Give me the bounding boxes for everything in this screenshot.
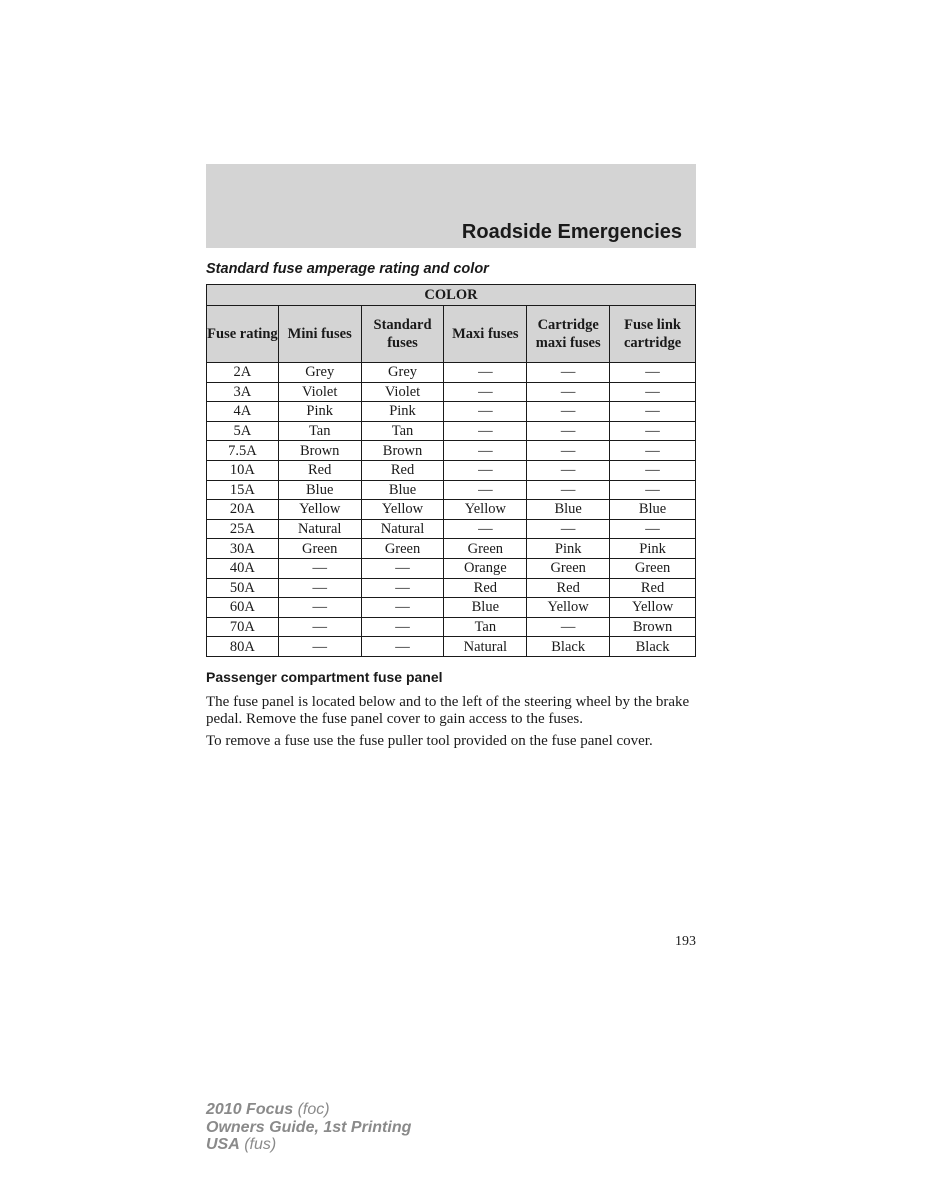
fuse-color-cell: —	[527, 382, 610, 402]
fuse-color-cell: Green	[444, 539, 527, 559]
footer-model: 2010 Focus	[206, 1101, 294, 1118]
fuse-color-cell: Brown	[610, 617, 696, 637]
fuse-color-cell: Brown	[278, 441, 361, 461]
table-row	[207, 578, 696, 598]
fuse-color-cell: Red	[278, 460, 361, 480]
fuse-color-cell: —	[527, 480, 610, 500]
footer-market-code: (fus)	[239, 1136, 277, 1153]
fuse-color-cell: —	[444, 363, 527, 383]
table-row	[207, 539, 696, 559]
table-row	[207, 637, 696, 657]
column-header: Fuse link cartridge	[610, 306, 696, 363]
table-row	[207, 441, 696, 461]
color-group-header: COLOR	[207, 285, 696, 306]
fuse-color-cell: —	[444, 402, 527, 422]
fuse-color-cell: —	[361, 617, 444, 637]
fuse-color-cell: —	[361, 598, 444, 618]
fuse-color-cell: Orange	[444, 558, 527, 578]
fuse-color-cell: Grey	[361, 363, 444, 383]
table-row	[207, 402, 696, 422]
fuse-color-cell: Black	[610, 637, 696, 657]
fuse-rating-cell: 15A	[207, 480, 279, 500]
fuse-color-table	[206, 284, 696, 657]
section-title: Roadside Emergencies	[461, 221, 682, 243]
fuse-color-cell: Pink	[278, 402, 361, 422]
fuse-color-cell: —	[527, 460, 610, 480]
table-column-header-row	[207, 306, 696, 363]
table-row	[207, 421, 696, 441]
table-row	[207, 480, 696, 500]
column-header: Cartridge maxi fuses	[527, 306, 610, 363]
fuse-color-cell: —	[278, 558, 361, 578]
fuse-rating-cell: 80A	[207, 637, 279, 657]
fuse-rating-cell: 25A	[207, 519, 279, 539]
table-row	[207, 363, 696, 383]
fuse-color-cell: —	[610, 519, 696, 539]
footer-printing: Owners Guide, 1st Printing	[206, 1118, 412, 1136]
fuse-color-cell: —	[278, 637, 361, 657]
fuse-rating-cell: 70A	[207, 617, 279, 637]
fuse-color-cell: Grey	[278, 363, 361, 383]
table-group-header-row	[207, 285, 696, 306]
fuse-color-cell: Natural	[361, 519, 444, 539]
fuse-color-cell: Green	[610, 558, 696, 578]
fuse-color-cell: Red	[527, 578, 610, 598]
fuse-color-cell: Violet	[278, 382, 361, 402]
fuse-color-cell: —	[444, 480, 527, 500]
fuse-color-cell: Violet	[361, 382, 444, 402]
fuse-color-cell: —	[527, 441, 610, 461]
fuse-color-cell: Blue	[444, 598, 527, 618]
fuse-color-cell: —	[610, 480, 696, 500]
fuse-color-cell: —	[444, 421, 527, 441]
fuse-color-cell: —	[444, 382, 527, 402]
fuse-color-cell: —	[278, 578, 361, 598]
fuse-color-cell: Natural	[278, 519, 361, 539]
fuse-color-cell: —	[610, 363, 696, 383]
fuse-color-cell: Green	[361, 539, 444, 559]
section-heading: Passenger compartment fuse panel	[206, 669, 443, 685]
fuse-rating-cell: 3A	[207, 382, 279, 402]
table-row	[207, 617, 696, 637]
fuse-color-cell: Natural	[444, 637, 527, 657]
fuse-color-cell: Red	[610, 578, 696, 598]
paragraph-fuse-panel-location: The fuse panel is located below and to the left of the steering wheel by the brake pedal. Remove the fuse panel cover to gain access to the fuses.	[206, 694, 690, 727]
fuse-color-cell: Tan	[444, 617, 527, 637]
fuse-color-cell: —	[361, 637, 444, 657]
fuse-color-cell: Tan	[361, 421, 444, 441]
footer-print-info	[206, 1101, 411, 1154]
column-header: Fuse rating	[207, 306, 279, 363]
table-row	[207, 500, 696, 520]
fuse-rating-cell: 50A	[207, 578, 279, 598]
fuse-rating-cell: 7.5A	[207, 441, 279, 461]
fuse-color-cell: —	[527, 421, 610, 441]
fuse-color-cell: Brown	[361, 441, 444, 461]
footer-market: USA	[206, 1136, 240, 1153]
fuse-color-cell: Blue	[361, 480, 444, 500]
table-caption: Standard fuse amperage rating and color	[206, 261, 489, 277]
fuse-color-cell: —	[361, 578, 444, 598]
fuse-color-cell: Pink	[610, 539, 696, 559]
fuse-rating-cell: 60A	[207, 598, 279, 618]
column-header: Standard fuses	[361, 306, 444, 363]
fuse-color-cell: Yellow	[527, 598, 610, 618]
fuse-rating-cell: 10A	[207, 460, 279, 480]
fuse-color-cell: —	[527, 363, 610, 383]
fuse-color-cell: Blue	[278, 480, 361, 500]
column-header: Mini fuses	[278, 306, 361, 363]
fuse-color-cell: Green	[527, 558, 610, 578]
footer-line-1	[206, 1101, 411, 1119]
paragraph-remove-fuse: To remove a fuse use the fuse puller tool provided on the fuse panel cover.	[206, 733, 653, 749]
fuse-color-cell: —	[278, 617, 361, 637]
fuse-color-cell: —	[444, 519, 527, 539]
fuse-rating-cell: 30A	[207, 539, 279, 559]
fuse-color-cell: Black	[527, 637, 610, 657]
fuse-color-cell: Blue	[610, 500, 696, 520]
table-row	[207, 558, 696, 578]
fuse-rating-cell: 5A	[207, 421, 279, 441]
fuse-color-cell: —	[527, 402, 610, 422]
fuse-color-cell: Pink	[361, 402, 444, 422]
fuse-color-cell: Blue	[527, 500, 610, 520]
footer-model-code: (foc)	[293, 1101, 330, 1118]
table-row	[207, 460, 696, 480]
fuse-color-cell: —	[610, 441, 696, 461]
fuse-color-cell: —	[610, 421, 696, 441]
fuse-color-cell: Yellow	[361, 500, 444, 520]
fuse-color-cell: Red	[361, 460, 444, 480]
fuse-color-cell: Pink	[527, 539, 610, 559]
footer-line-2	[206, 1119, 411, 1137]
fuse-color-cell: —	[610, 382, 696, 402]
fuse-color-cell: —	[278, 598, 361, 618]
fuse-rating-cell: 4A	[207, 402, 279, 422]
column-header: Maxi fuses	[444, 306, 527, 363]
fuse-color-cell: —	[527, 519, 610, 539]
fuse-color-cell: Yellow	[278, 500, 361, 520]
fuse-color-cell: —	[444, 460, 527, 480]
fuse-color-cell: —	[610, 460, 696, 480]
fuse-color-cell: —	[361, 558, 444, 578]
fuse-color-cell: Red	[444, 578, 527, 598]
fuse-color-cell: Green	[278, 539, 361, 559]
section-header-band	[206, 164, 696, 248]
fuse-rating-cell: 20A	[207, 500, 279, 520]
footer-line-3	[206, 1136, 411, 1154]
fuse-color-cell: —	[527, 617, 610, 637]
table-body	[207, 363, 696, 657]
fuse-color-cell: Yellow	[444, 500, 527, 520]
fuse-color-cell: —	[444, 441, 527, 461]
fuse-color-cell: —	[610, 402, 696, 422]
fuse-color-cell: Yellow	[610, 598, 696, 618]
fuse-color-cell: Tan	[278, 421, 361, 441]
table-row	[207, 598, 696, 618]
fuse-rating-cell: 40A	[207, 558, 279, 578]
table-row	[207, 382, 696, 402]
fuse-rating-cell: 2A	[207, 363, 279, 383]
table-row	[207, 519, 696, 539]
page-number: 193	[675, 934, 696, 949]
